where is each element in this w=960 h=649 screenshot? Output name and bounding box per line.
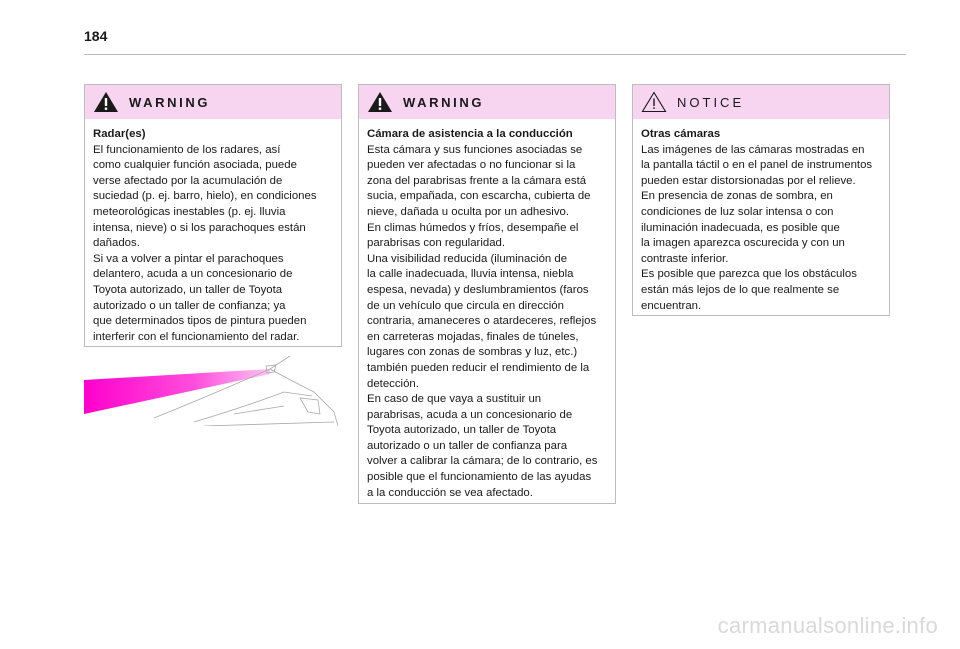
text-line: En climas húmedos y fríos, desempañe el <box>367 221 579 234</box>
notice-header <box>633 85 889 119</box>
box-title: WARNING <box>403 94 485 110</box>
text-line: dañados. <box>93 237 140 250</box>
text-line: pueden estar distorsionadas por el relieve. <box>641 174 856 187</box>
text-line: interferir con el funcionamiento del radar. <box>93 330 300 343</box>
text-line: meteorológicas inestables (p. ej. lluvia <box>93 205 286 218</box>
text-line: que determinados tipos de pintura pueden <box>93 315 307 328</box>
radar-beam-illustration <box>84 352 342 426</box>
text-line: Esta cámara y sus funciones asociadas se <box>367 143 583 156</box>
text-line: nieve, dañada u oculta por un adhesivo. <box>367 205 570 218</box>
text-line: posible que el funcionamiento de las ayudas <box>367 471 592 484</box>
box-body <box>633 119 889 320</box>
text-line: sucia, empañada, con escarcha, cubierta de <box>367 190 591 203</box>
text-line: en carreteras mojadas, finales de túneles, <box>367 330 579 343</box>
text-line: En presencia de zonas de sombra, en <box>641 190 833 203</box>
warning-box-camera <box>358 84 616 504</box>
text-line: Toyota autorizado, un taller de Toyota <box>93 283 283 296</box>
text-line: Si va a volver a pintar el parachoques <box>93 252 284 265</box>
text-line: Una visibilidad reducida (iluminación de <box>367 252 568 265</box>
text-line: Las imágenes de las cámaras mostradas en <box>641 143 865 156</box>
text-line: la imagen aparezca oscurecida y con un <box>641 237 845 250</box>
text-line: intensa, nieve) o si los parachoques están <box>93 221 306 234</box>
text-line: la pantalla táctil o en el panel de instrumentos <box>641 159 873 172</box>
warning-triangle-icon <box>367 91 393 113</box>
text-line: iluminación inadecuada, es posible que <box>641 221 840 234</box>
text-line: suciedad (p. ej. barro, hielo), en condiciones <box>93 190 317 203</box>
text-line: también pueden reducir el rendimiento de la <box>367 361 590 374</box>
watermark: carmanualsonline.info <box>717 613 938 638</box>
text-line: En caso de que vaya a sustituir un <box>367 393 542 406</box>
text-line: como cualquier función asociada, puede <box>93 159 297 172</box>
header-rule <box>84 54 906 55</box>
text-line: pueden ver afectadas o no funcionar si la <box>367 159 576 172</box>
box-body <box>359 119 615 507</box>
box-heading: Otras cámaras <box>641 128 721 140</box>
text-line: Es posible que parezca que los obstáculos <box>641 268 857 281</box>
warning-box-radar <box>84 84 342 347</box>
text-line: parabrisas con regularidad. <box>367 237 506 250</box>
notice-box-cameras <box>632 84 890 316</box>
beam-shape <box>84 369 270 414</box>
box-body <box>85 119 341 351</box>
text-line: la calle inadecuada, lluvia intensa, niebla <box>367 268 574 281</box>
warning-header <box>85 85 341 119</box>
text-line: detección. <box>367 377 419 390</box>
page-number: 184 <box>84 28 108 44</box>
notice-triangle-icon <box>641 91 667 113</box>
text-line: contraria, amaneceres o atardeceres, reflejos <box>367 315 597 328</box>
text-line: Toyota autorizado, un taller de Toyota <box>367 424 557 437</box>
text-line: a la conducción se vea afectado. <box>367 486 533 499</box>
box-heading: Radar(es) <box>93 128 146 140</box>
text-line: lugares con zonas de sombras y luz, etc.) <box>367 346 578 359</box>
text-line: contraste inferior. <box>641 252 729 265</box>
text-line: de un vehículo que circula en dirección <box>367 299 564 312</box>
text-line: delantero, acuda a un concesionario de <box>93 268 293 281</box>
text-line: espesa, nevada) y deslumbramientos (faros <box>367 283 589 296</box>
text-line: parabrisas, acuda a un concesionario de <box>367 408 573 421</box>
text-line: El funcionamiento de los radares, así <box>93 143 281 156</box>
box-title: NOTICE <box>677 94 745 110</box>
text-line: están más lejos de lo que realmente se <box>641 283 840 296</box>
text-line: volver a calibrar la cámara; de lo contrario, es <box>367 455 598 468</box>
text-line: autorizado o un taller de confianza; ya <box>93 299 286 312</box>
text-line: verse afectado por la acumulación de <box>93 174 283 187</box>
text-line: autorizado o un taller de confianza para <box>367 439 568 452</box>
warning-triangle-icon <box>93 91 119 113</box>
text-line: zona del parabrisas frente a la cámara está <box>367 174 587 187</box>
box-heading: Cámara de asistencia a la conducción <box>367 128 573 140</box>
text-line: encuentran. <box>641 299 702 312</box>
text-line: condiciones de luz solar intensa o con <box>641 205 834 218</box>
warning-header <box>359 85 615 119</box>
box-title: WARNING <box>129 94 211 110</box>
